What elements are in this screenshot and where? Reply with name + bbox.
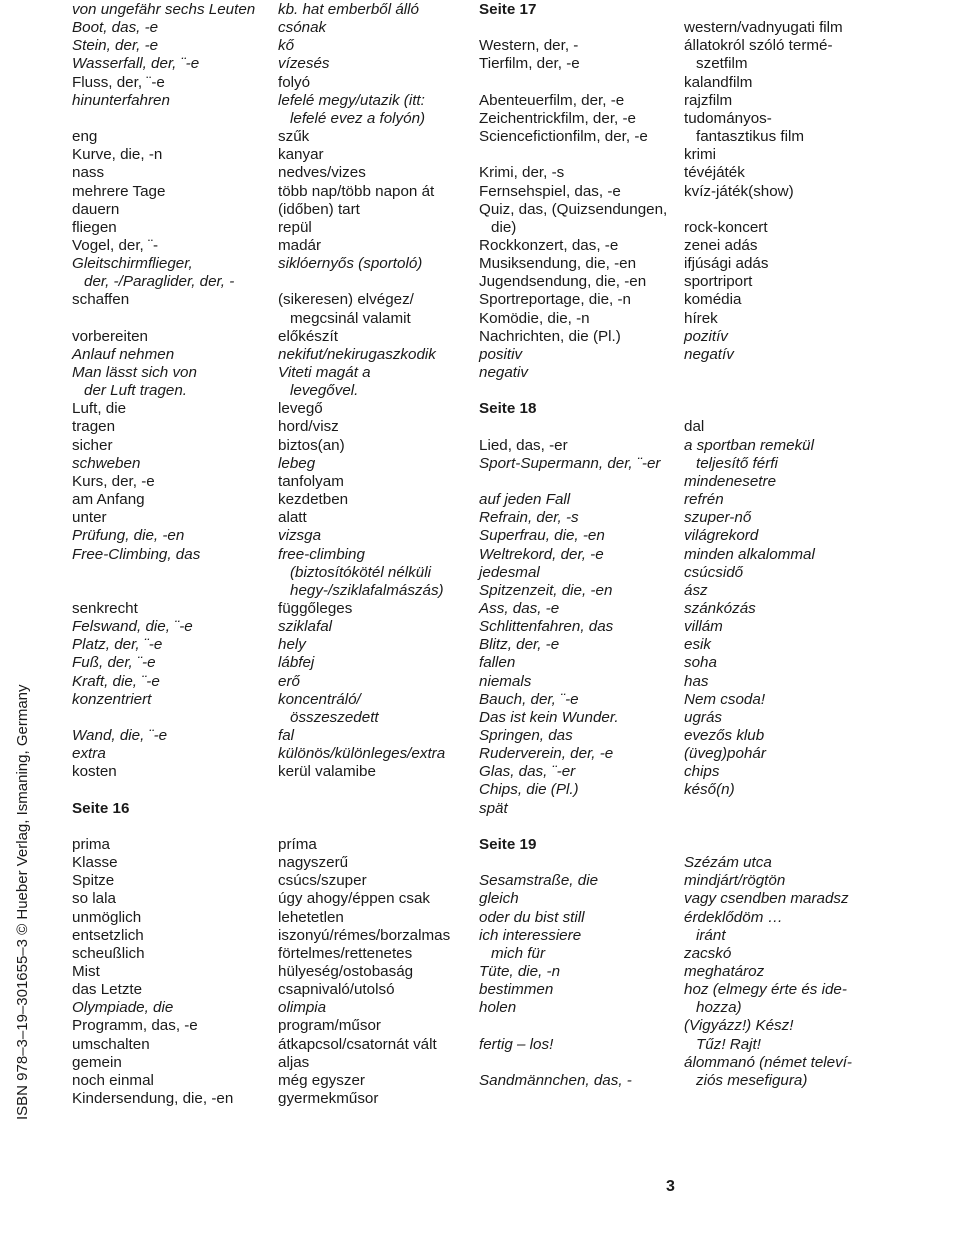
vocab-line: előkészít [278,327,338,345]
vocab-line: krimi [684,146,717,164]
vocab-line: der, -/Paraglider, der, - [84,273,235,291]
vocab-line: (Vigyázz!) Kész! [684,1017,794,1035]
vocab-line: noch einmal [72,1071,154,1089]
vocab-line: Tüte, die, -n [479,962,561,980]
vocab-line: Kurs, der, -e [72,472,155,490]
vocab-line: megcsinál valamit [290,309,411,327]
vocab-line: senkrecht [72,599,138,617]
vocab-line: schaffen [72,291,130,309]
vocab-line: Weltrekord, der, -e [479,545,604,563]
vocab-line: Programm, das, -e [72,1017,198,1035]
vocab-line: spät [479,799,508,817]
vocab-line: tévéjáték [684,164,745,182]
vocab-line: Free-Climbing, das [72,545,201,563]
vocab-line: még egyszer [278,1071,365,1089]
vocab-line: meghatároz [684,962,765,980]
vocab-line: szánkózás [684,599,756,617]
vocab-line: nedves/vizes [278,164,366,182]
vocab-line: Stein, der, -e [72,37,159,55]
vocab-line: olimpia [278,999,327,1017]
vocab-line: (sikeresen) elvégez/ [278,291,414,309]
vocab-line: gleich [479,890,519,908]
vocab-line: fantasztikus film [696,128,805,146]
vocab-line: Sciencefictionfilm, der, -e [479,128,648,146]
vocab-line: das Letzte [72,981,143,999]
vocab-line: kerül valamibe [278,763,376,781]
vocab-line: fal [278,727,295,744]
vocab-line: lebeg [278,454,316,472]
vocab-line: csónak [278,19,327,37]
vocab-line: lábfej [278,654,315,672]
vocab-line: mehrere Tage [72,182,166,200]
vocab-line: free-climbing [278,545,365,563]
vocab-line: különös/különleges/extra [278,745,446,763]
vocab-line: sziklafal [278,618,333,636]
vocab-line: Krimi, der, -s [479,164,565,182]
vocab-line: Ruderverein, der, -e [479,745,614,763]
vocab-line: ziós mesefigura) [696,1071,808,1089]
vocab-line: soha [684,654,717,672]
vocab-line: Komödie, die, -n [479,309,590,327]
vocab-line: von ungefähr sechs Leuten [72,1,256,18]
vocab-line: Spitze [72,872,115,890]
vocab-line: biztos(an) [278,436,345,454]
vocab-line: ich interessiere [479,926,582,944]
vocab-line: Glas, das, ¨-er [479,763,576,781]
vocab-line: positiv [479,345,523,363]
vocab-line: Chips, die (Pl.) [479,781,579,799]
vocab-line: gyermekműsor [278,1090,379,1107]
vocab-line: sportriport [684,273,753,291]
vocab-line: extra [72,745,106,763]
vocab-line: csúcs/szuper [278,872,367,890]
vocab-line: Gleitschirmflieger, [72,255,193,273]
vocab-line: negatív [684,345,734,363]
vocab-line: iszonyú/rémes/borzalmas [278,926,451,944]
vocab-line: gemein [72,1053,122,1071]
vocab-line: érdeklődöm … [684,908,783,926]
vocab-line: madár [278,236,322,254]
vocab-line: Wasserfall, der, ¨-e [72,55,200,73]
vocab-line: Refrain, der, -s [479,509,579,527]
vocab-line: nass [72,164,105,182]
vocab-line: entsetzlich [72,926,144,944]
vocab-line: Schlittenfahren, das [479,618,614,636]
vocab-line: minden alkalommal [684,545,815,563]
vocab-line: Bauch, der, ¨-e [479,690,579,708]
section-heading: Seite 16 [72,799,130,817]
vocab-line: siklóernyős (sportoló) [278,255,423,273]
vocab-line: nekifut/nekirugaszkodik [278,345,436,363]
vocab-line: Platz, der, ¨-e [72,636,163,654]
vocab-line: átkapcsol/csatornát vált [278,1035,437,1053]
vocab-line: auf jeden Fall [479,491,571,509]
vocab-line: Man lässt sich von [72,364,197,381]
vocab-line: fertig – los! [479,1035,554,1053]
vocab-line: ifjúsági adás [684,255,769,273]
section-heading: Seite 17 [479,1,537,18]
vocab-line: hinunterfahren [72,91,170,109]
vocab-line: Rockkonzert, das, -e [479,236,619,254]
vocab-line: niemals [479,672,532,690]
vocab-line: zenei adás [684,236,758,254]
vocab-line: Nem csoda! [684,690,766,708]
section-heading: Seite 18 [479,400,537,418]
vocab-line: hegy-/sziklafalmászás) [290,581,444,599]
vocab-line: förtelmes/rettenetes [278,944,413,962]
vocab-line: prima [72,835,110,853]
vocab-line: hoz (elmegy érte és ide- [684,981,847,999]
vocab-line: zacskó [684,944,732,962]
vocab-line: erő [278,672,300,690]
vocab-line: Lied, das, -er [479,436,568,454]
vocab-line: (biztosítókötél nélküli [290,563,431,581]
page-number: 3 [666,1178,675,1195]
vocab-line: Kindersendung, die, -en [72,1090,234,1107]
vocab-line: Klasse [72,854,118,872]
vocab-line: eng [72,128,98,146]
vocab-line: csapnivaló/utolsó [278,981,395,999]
vocab-line: Prüfung, die, -en [72,527,185,545]
vocab-line: nagyszerű [278,854,349,872]
vocab-line: dal [684,418,705,436]
vocab-line: program/műsor [278,1017,381,1035]
vocab-line: Springen, das [479,727,573,744]
vocab-line: a sportban remekül [684,436,815,454]
vocab-line: összeszedett [290,708,379,726]
vocab-line: bestimmen [479,981,554,999]
vocab-line: Boot, das, -e [72,19,159,37]
vocab-line: (időben) tart [278,200,360,218]
vocab-line: Tierfilm, der, -e [479,55,580,73]
vocab-line: príma [278,835,317,853]
vocab-line: csúcsidő [684,563,744,581]
vocab-line: evezős klub [684,727,765,744]
vocab-line: Luft, die [72,400,127,418]
vocab-line: vízesés [278,55,330,73]
vocab-line: Zeichentrickfilm, der, -e [479,109,636,127]
vocab-line: Quiz, das, (Quizsendungen, [479,200,668,218]
vocab-line: Das ist kein Wunder. [479,708,619,726]
section-heading: Seite 19 [479,835,537,853]
vocab-line: Musiksendung, die, -en [479,255,637,273]
vocab-line: hülyeség/ostobaság [278,962,414,980]
vocab-line: scheußlich [72,944,145,962]
vocab-line: has [684,672,709,690]
vocab-line: der Luft tragen. [84,382,188,400]
vocab-line: Sport-Supermann, der, ¨-er [479,454,661,472]
vocab-line: lefelé evez a folyón) [290,109,426,127]
vocab-line: so lala [72,890,116,908]
vocab-line: kő [278,37,295,55]
vocab-line: Fluss, der, ¨-e [72,73,165,91]
vocab-line: Szézám utca [684,854,772,872]
vocab-line: állatokról szóló termé- [684,37,833,55]
vocab-line: iránt [696,926,726,944]
vocab-line: Kurve, die, -n [72,146,163,164]
vocab-line: umschalten [72,1035,150,1053]
vocab-line: Tűz! Rajt! [696,1035,761,1053]
vocab-line: Mist [72,962,100,980]
vocab-line: kvíz-játék(show) [684,182,794,200]
vocab-line: vorbereiten [72,327,148,345]
vocab-line: komédia [684,291,742,309]
vocab-line: levegő [278,400,323,418]
vocab-line: dauern [72,200,120,218]
vocab-line: Western, der, - [479,37,579,55]
vocab-line: lehetetlen [278,908,344,926]
vocab-line: Sandmännchen, das, - [479,1071,632,1089]
vocab-line: fliegen [72,218,117,236]
vocab-line: western/vadnyugati film [684,19,843,37]
vocab-line: Fuß, der, ¨-e [72,654,156,672]
vocab-line: kalandfilm [684,73,753,91]
vocab-line: hírek [684,309,718,327]
vocab-line: vagy csendben maradsz [684,890,849,908]
vocab-line: sicher [72,436,113,454]
vocab-line: ugrás [684,708,722,726]
vocab-line: lefelé megy/utazik (itt: [278,91,425,109]
vocab-line: Jugendsendung, die, -en [479,273,647,291]
vocab-line: tragen [72,418,116,436]
vocab-line: mindenesetre [684,472,777,490]
vocab-line: negativ [479,364,528,381]
vocab-line: Nachrichten, die (Pl.) [479,327,621,345]
vocab-line: úgy ahogy/éppen csak [278,890,430,908]
vocab-line: hord/visz [278,418,339,436]
vocab-line: Olympiade, die [72,999,174,1017]
vocab-line: pozitív [684,327,728,345]
vocab-line: Wand, die, ¨-e [72,727,168,744]
vocab-line: hely [278,636,306,654]
vocab-line: unter [72,509,107,527]
vocab-line: Vogel, der, ¨- [72,236,159,254]
vocab-line: világrekord [684,527,759,545]
vocab-line: kezdetben [278,491,349,509]
vocab-line: jedesmal [479,563,540,581]
isbn-copyright-text: ISBN 978–3–19–301655–3 © Hueber Verlag, Ismaning, Germany [14,684,31,1120]
vocab-line: repül [278,218,312,236]
vocab-line: (üveg)pohár [684,745,766,763]
vocab-line: Sesamstraße, die [479,872,599,890]
vocab-line: holen [479,999,517,1017]
vocab-line: Kraft, die, ¨-e [72,672,160,690]
vocab-line: szuper-nő [684,509,752,527]
vocab-line: Ass, das, -e [479,599,560,617]
vocab-line: szetfilm [696,55,748,73]
vocab-line: alatt [278,509,307,527]
vocab-line: hozza) [696,999,742,1017]
vocab-line: Anlauf nehmen [72,345,175,363]
vocab-line: refrén [684,491,724,509]
vocab-line: fallen [479,654,516,672]
vocab-line: folyó [278,73,311,91]
vocab-line: chips [684,763,720,781]
vocab-line: Sportreportage, die, -n [479,291,631,309]
vocab-line: tanfolyam [278,472,344,490]
vocab-line: villám [684,618,723,636]
vocab-line: die) [491,218,517,236]
vocab-line: unmöglich [72,908,142,926]
vocab-line: késő(n) [684,781,735,799]
vocab-line: aljas [278,1053,310,1071]
vocab-line: rock-koncert [684,218,768,236]
vocab-line: koncentráló/ [278,690,361,708]
vocab-line: mindjárt/rögtön [684,872,786,890]
vocab-line: álommanó (német televí- [684,1053,852,1071]
vocab-line: ász [684,581,708,599]
vocab-line: Viteti magát a [278,364,371,381]
vocab-line: mich für [491,944,546,962]
vocab-line: Spitzenzeit, die, -en [479,581,613,599]
vocab-line: rajzfilm [684,91,733,109]
vocab-line: függőleges [278,599,353,617]
vocab-line: kb. hat emberből álló [278,1,419,18]
vocab-line: teljesítő férfi [696,454,778,472]
vocab-line: Superfrau, die, -en [479,527,605,545]
vocab-line: vizsga [278,527,322,545]
vocab-line: levegővel. [290,382,359,400]
vocab-line: oder du bist still [479,908,585,926]
vocab-line: szűk [278,128,310,146]
vocab-line: tudományos- [684,109,772,127]
vocab-line: Blitz, der, -e [479,636,560,654]
vocab-line: több nap/több napon át [278,182,435,200]
vocab-line: kanyar [278,146,324,164]
vocab-line: Felswand, die, ¨-e [72,618,193,636]
vocab-line: esik [684,636,712,654]
vocab-line: Fernsehspiel, das, -e [479,182,621,200]
vocab-line: konzentriert [72,690,152,708]
vocab-line: Abenteuerfilm, der, -e [479,91,625,109]
vocab-line: schweben [72,454,141,472]
vocab-line: am Anfang [72,491,145,509]
vocab-line: kosten [72,763,117,781]
